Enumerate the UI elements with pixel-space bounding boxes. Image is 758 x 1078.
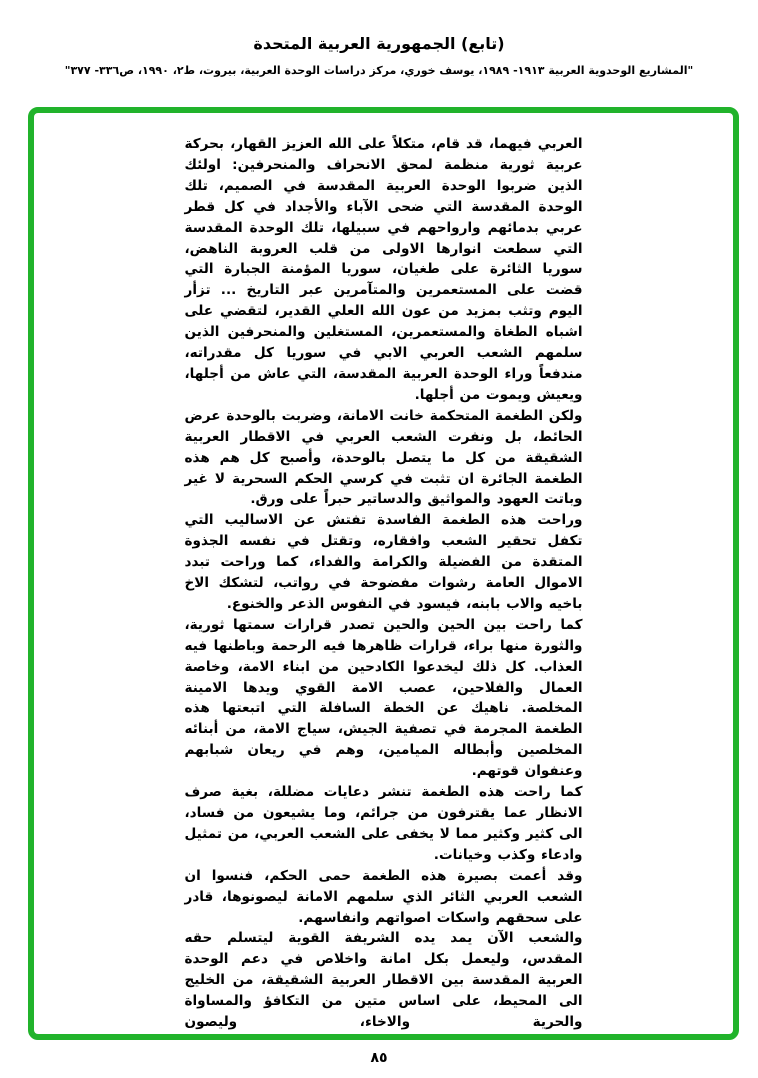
paragraph: كما راحت هذه الطغمة تنشر دعايات مضللة، بغية صرف الانظار عما يقترفون من جرائم، وما يشيعون من فساد، الى كثير وكثير مما لا يخفى على الشعب العربي، من تمثيل وادعاء وكذب وخيانات. (184, 784, 583, 863)
page-number: ٨٥ (370, 1050, 388, 1066)
green-border-frame (28, 107, 739, 1040)
page-title: (تابع) الجمهورية العربية المتحدة (253, 34, 505, 53)
paragraph: وقد أعمت بصيرة هذه الطغمة حمى الحكم، فنسوا ان الشعب العربي الثائر الذي سلمهم الامانة ليصونوها، قادر على سحقهم واسكات اصواتهم وانفاسهم. (184, 867, 583, 926)
paragraph: وراحت هذه الطغمة الفاسدة تفتش عن الاساليب التي تكفل تحقير الشعب وافقاره، وتقتل في نفسه الجذوة المتقدة من الفضيلة والكرامة والفداء، كما وراحت تبدد الاموال العامة رشوات مفضوحة في رواتب، لتشكك الاخ باخيه والاب بابنه، فيسود في النفوس الذعر والخنوع. (184, 512, 583, 612)
paragraph: ولكن الطغمة المتحكمة خانت الامانة، وضربت بالوحدة عرض الحائط، بل ونفرت الشعب العربي في الاقطار العربية الشقيقة من كل ما يتصل بالوحدة، وأصبح كل هم هذه الطغمة الجائرة ان تثبت في كرسي الحكم السحرية لا غير وباتت العهود والمواثيق والدساتير حبراً على ورق. (184, 407, 583, 508)
source-citation: "المشاريع الوحدوية العربية ١٩١٣- ١٩٨٩، يوسف خوري، مركز دراسات الوحدة العربية، بيروت، ط٢، ١٩٩٠، ص٣٣٦- ٣٧٧" (64, 64, 694, 77)
paragraph: والشعب الآن يمد يده الشريفة القوية ليتسلم حقه المقدس، وليعمل بكل امانة واخلاص في دعم الوحدة العربية المقدسة بين الاقطار العربية الشقيقة، من الخليج الى المحيط، على اساس متين من التكافؤ والمساواة والحرية والاخاء، وليصون (184, 930, 583, 1031)
paragraph: العربي فيهما، قد قام، متكلاً على الله العزيز القهار، بحركة عربية ثورية منظمة لمحق الانحراف والمنحرفين: اولئك الذين ضربوا الوحدة العربية المقدسة في الصميم، تلك الوحدة المقدسة التي ضحى الآباء والأجداد في كل قطر عربي بدمائهم وارواحهم في سبيلها، تلك الوحدة المقدسة التي سطعت انوارها الاولى من قلب العروبة الناهض، سوريا الثائرة على طغيان، سوريا المؤمنة الجبارة التي قضت على المستعمرين والمتآمرين عبر التاريخ ... تزأر اليوم وتثب بمزيد من عون الله العلي القدير، لتقضي على اشباه الطغاة والمستعمرين، المستغلين والمنحرفين الذين سلمهم الشعب العربي الابي في سوريا كل مقدراته، مندفعاً وراء الوحدة العربية المقدسة، التي عاش من أجلها، ويعيش ويموت من أجلها. (184, 136, 583, 403)
document-body (185, 134, 583, 1033)
paragraph: كما راحت بين الحين والحين تصدر قرارات سمتها ثورية، والثورة منها براء، قرارات ظاهرها فيه الرحمة وباطنها فيه العذاب. كل ذلك ليخدعوا الكادحين من ابناء الامة، وخاصة العمال والفلاحين، عصب الامة القوي ويدها الامينة المخلصة. ناهيك عن الخطة السافلة التي اتبعتها هذه الطغمة المجرمة في تصفية الجيش، سياج الامة، من أبنائه المخلصين وأبطاله الميامين، وهم في ريعان شبابهم وعنفوان قوتهم. (184, 616, 583, 780)
